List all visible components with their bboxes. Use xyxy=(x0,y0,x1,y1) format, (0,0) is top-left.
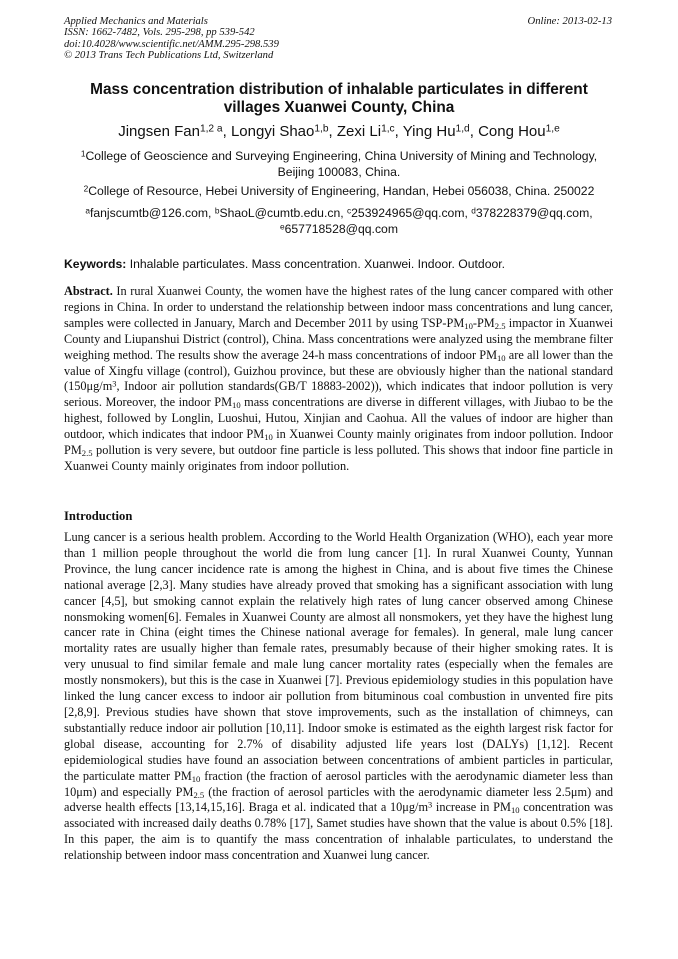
author-emails: $^a$fanjscumtb@126.com, $^b$ShaoL@cumtb.edu.cn, $^c$253924965@qq.com, $^d$378228379@qq.com, $^e$657718528@qq.com xyxy=(85,205,593,236)
email-mark: a xyxy=(85,205,90,216)
issn-line: ISSN: 1662-7482, Vols. 295-298, pp 539-542 xyxy=(64,27,255,39)
doi-line: doi:10.4028/www.scientific.net/AMM.295-298.539 xyxy=(64,38,279,50)
affiliation-2 xyxy=(64,184,614,200)
abstract-label: Abstract. xyxy=(64,284,113,298)
affiliation-1 xyxy=(64,149,614,180)
email-mark: c xyxy=(347,205,352,216)
affiliation-text: College of Geoscience and Surveying Engineering, China University of Mining and Technology, Beijing 100083, China. xyxy=(85,149,598,179)
author-affiliation-mark: 1,c xyxy=(381,123,395,135)
author-affiliation-mark: 1,2 a xyxy=(199,123,223,135)
author-name: Zexi Li xyxy=(336,123,382,140)
email-address[interactable]: 378228379@qq.com xyxy=(475,206,590,220)
author-name: Ying Hu xyxy=(402,123,456,140)
email-address[interactable]: 657718528@qq.com xyxy=(284,221,398,236)
email-address[interactable]: fanjscumtb@126.com xyxy=(89,206,209,220)
online-date: Online: 2013-02-13 xyxy=(527,16,612,27)
abstract-paragraph: Abstract. In rural Xuanwei County, the women have the highest rates of the lung cancer compared with other regions in China. In order to understand the relationship between indoor mass concentrations and lung cancer, samples were collected in January, March and December 2011 by using TSP-$PM_{10}-PM_{2.5}$ impactor in Xuanwei County and Liupanshui District (control), China. Mass concentrations were analyzed using the membrane filter weighing method. The results show the average 24-h mass concentrations of indoor $PM_{10}$ are all lower than the value of Xingfu village (control), Guizhou province, but these are obviously higher than the national standard ($150\mu g/m^3$, Indoor air pollution standards(GB/T 18883-2002)), which indicates that indoor pollution is very serious. Moreover, the indoor $PM_{10}$ mass concentrations are diverse in different villages, with Jiubao to be the highest, followed by Longlin, Luoshui, Hutou, Xinjian and Caohua. All the values of indoor are higher than outdoor, which indicates that indoor $PM_{10}$ in Xuanwei County mainly originates from indoor pollution. Indoor $PM_{2.5}$ pollution is very severe, but outdoor fine particle is less polluted. This shows that indoor fine particle in Xuanwei County mainly originates from indoor pollution. xyxy=(64,284,614,473)
author-affiliation-mark: 1,e xyxy=(545,123,560,135)
email-mark: b xyxy=(214,205,220,216)
affiliation-mark: 2 xyxy=(83,183,89,194)
email-mark: d xyxy=(471,205,476,216)
author-name: Jingsen Fan xyxy=(118,123,200,140)
journal-name: Applied Mechanics and Materials xyxy=(64,16,208,27)
paper-title: Mass concentration distribution of inhalable particulates in different villages Xuanwei County, China xyxy=(90,81,588,116)
introduction-paragraph: Lung cancer is a serious health problem. According to the World Health Organization (WHO), each year more than 1 million people throughout the world die from lung cancer [1]. In rural Xuanwei County, Yunnan Province, the lung cancer incidence rate is among the highest in China, and is about five times the Chinese national average [2,3]. Many studies have already proved that smoking has a significant association with lung cancer [4,5], but smoking cannot explain the relatively high rates of lung cancer observed among Chinese nonsmoking women[6]. Females in Xuanwei County are almost all nonsmokers, yet they have the highest lung cancer rate in China (eight times the Chinese national average for females). In general, male lung cancer mortality rates are usually higher than female rates, presumably because of their higher smoking rates. It is very unusual to find similar female and male lung cancer mortality rates (especially when the females are mostly nonsmokers), but this is the case in Xuanwei [7]. Previous epidemiology studies in this population have linked the lung cancer excess to indoor air pollution from bituminous coal combustion in unvented fire pits [2,8,9]. Previous studies have shown that stove improvements, such as the installation of chimneys, can substantially reduce indoor air pollution [10,11]. Indoor smoke is estimated as the eighth largest risk factor for global disease, accounting for 2.7% of disability adjusted life years lost (DALYs) [1,12]. Recent epidemiological studies have found an association between concentrations of ambient particles in particular, the particulate matter $PM_{10}$ fraction (the fraction of aerosol particles with the aerodynamic diameter less than 10μm) and especially $PM_{2.5}$ (the fraction of aerosol particles with the aerodynamic diameter less 2.5μm) and adverse health effects [13,14,15,16]. Braga et al. indicated that a $10\mu g/m^3$ increase in $PM_{10}$ concentration was associated with increased daily deaths 0.78% [17], Samet studies have shown that the value is about 0.5% [18]. In this paper, the aim is to quantify the mass concentration of inhalable particulates, to understand the relationship between indoor mass concentration and Xuanwei lung cancer. xyxy=(64,530,614,863)
email-address[interactable]: ShaoL@cumtb.edu.cn xyxy=(219,206,341,220)
email-address[interactable]: 253924965@qq.com xyxy=(351,206,465,220)
keywords-text: Inhalable particulates. Mass concentration. Xuanwei. Indoor. Outdoor. xyxy=(129,257,506,271)
author-name: Cong Hou xyxy=(478,123,546,140)
author-name: Longyi Shao xyxy=(230,123,315,140)
author-affiliation-mark: 1,d xyxy=(455,123,470,135)
copyright-line: © 2013 Trans Tech Publications Ltd, Switzerland xyxy=(64,50,274,62)
keywords-label: Keywords: xyxy=(64,257,127,271)
author-list: Jingsen Fan$^{1,2 a}$, Longyi Shao$^{1,b}$, Zexi Li$^{1,c}$, Ying Hu$^{1,d}$, Cong Hou$^{1,e}$ xyxy=(118,123,560,140)
section-heading-introduction: Introduction xyxy=(64,509,133,523)
keywords-line xyxy=(64,257,614,271)
affiliation-mark: 1 xyxy=(80,148,86,159)
author-affiliation-mark: 1,b xyxy=(314,123,329,135)
journal-header xyxy=(64,16,279,62)
email-mark: e xyxy=(280,220,285,231)
affiliation-text: College of Resource, Hebei University of Engineering, Handan, Hebei 056038, China. 250022 xyxy=(88,184,595,198)
